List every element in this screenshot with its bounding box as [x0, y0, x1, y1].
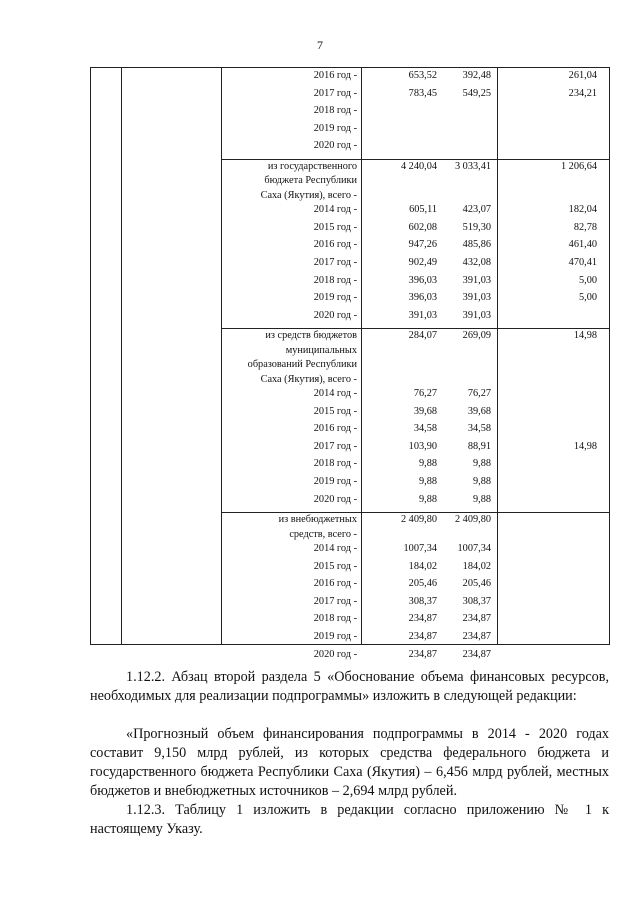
value-col2: 432,08: [462, 257, 491, 268]
heading-value-col2: 3 033,41: [454, 161, 491, 172]
value-col2: 39,68: [467, 405, 491, 417]
table-divider-4: [497, 68, 498, 644]
value-total: 783,45: [408, 87, 437, 99]
value-col2: 234,87: [462, 648, 491, 660]
paragraph-1-12-2: 1.12.2. Абзац второй раздела 5 «Обоснование объема финансовых ресурсов, необходимых для реализации подпрограммы» изложить в следующей редакции:: [90, 669, 609, 704]
year-label: 2017 год -: [313, 257, 357, 268]
value-total: 653,52: [408, 70, 437, 81]
value-total: 205,46: [408, 578, 437, 590]
value-col3: 470,41: [568, 257, 597, 268]
block-heading-line: из внебюджетных: [278, 514, 357, 526]
year-label: 2018 год -: [313, 105, 357, 117]
value-total: 9,88: [418, 493, 437, 505]
block-heading-line: из государственного: [267, 161, 357, 172]
block-heading-line: средств, всего -: [289, 528, 357, 540]
year-label: 2014 год -: [313, 204, 357, 216]
value-col2: 184,02: [462, 560, 491, 572]
year-label: 2016 год -: [313, 239, 357, 251]
value-col2: 76,27: [467, 388, 491, 399]
heading-value-total: 2 409,80: [400, 514, 437, 526]
value-col2: 391,03: [462, 292, 491, 304]
value-total: 902,49: [408, 257, 437, 268]
value-total: 308,37: [408, 595, 437, 607]
block-separator: [221, 159, 609, 160]
value-col2: 391,03: [462, 274, 491, 286]
value-col2: 391,03: [462, 309, 491, 321]
value-total: 9,88: [418, 458, 437, 470]
heading-value-total: 4 240,04: [400, 161, 437, 172]
block-heading-line: образований Республики: [247, 359, 357, 371]
value-col2: 34,58: [467, 423, 491, 435]
value-total: 602,08: [408, 221, 437, 233]
year-label: 2016 год -: [313, 70, 357, 81]
year-label: 2020 год -: [313, 140, 357, 152]
paragraph-1-12-3: 1.12.3. Таблицу 1 изложить в редакции согласно приложению № 1 к настоящему Указу.: [90, 802, 609, 837]
year-label: 2017 год -: [313, 595, 357, 607]
block-heading-line: бюджета Республики: [264, 175, 357, 187]
value-total: 103,90: [408, 440, 437, 452]
year-label: 2018 год -: [313, 458, 357, 470]
value-col3: 234,21: [568, 87, 597, 99]
value-total: 9,88: [418, 476, 437, 487]
block-heading-line: муниципальных: [285, 344, 357, 356]
year-label: 2018 год -: [313, 274, 357, 286]
value-total: 184,02: [408, 560, 437, 572]
value-col3: 461,40: [568, 239, 597, 251]
value-total: 605,11: [409, 204, 437, 216]
value-col2: 234,87: [462, 613, 491, 625]
block-heading-line: из средств бюджетов: [265, 330, 357, 342]
block-separator: [221, 512, 609, 513]
value-total: 39,68: [413, 405, 437, 417]
year-label: 2020 год -: [313, 309, 357, 321]
heading-value-col2: 269,09: [462, 330, 491, 342]
year-label: 2014 год -: [313, 543, 357, 554]
year-label: 2019 год -: [313, 476, 357, 487]
year-label: 2018 год -: [313, 613, 357, 625]
page-number: 7: [317, 38, 323, 52]
value-col2: 9,88: [472, 476, 491, 487]
value-col2: 9,88: [472, 458, 491, 470]
value-col2: 308,37: [462, 595, 491, 607]
value-total: 234,87: [408, 613, 437, 625]
year-label: 2017 год -: [313, 440, 357, 452]
value-total: 34,58: [413, 423, 437, 435]
year-label: 2015 год -: [313, 221, 357, 233]
value-total: 396,03: [408, 292, 437, 304]
year-label: 2019 год -: [313, 292, 357, 304]
value-col3: 14,98: [573, 440, 597, 452]
value-total: 234,87: [408, 648, 437, 660]
heading-value-col2: 2 409,80: [454, 514, 491, 526]
value-col2: 234,87: [462, 631, 491, 642]
value-col2: 9,88: [472, 493, 491, 505]
value-col2: 549,25: [462, 87, 491, 99]
block-heading-line: Саха (Якутия), всего -: [260, 373, 357, 385]
heading-value-col3: 1 206,64: [560, 161, 597, 172]
budget-table: [90, 67, 610, 660]
year-label: 2015 год -: [313, 405, 357, 417]
value-total: 396,03: [408, 274, 437, 286]
value-col3: 182,04: [568, 204, 597, 216]
heading-value-total: 284,07: [408, 330, 437, 342]
year-label: 2016 год -: [313, 578, 357, 590]
value-col2: 485,86: [462, 239, 491, 251]
value-col3: 5,00: [578, 274, 597, 286]
paragraph-forecast: «Прогнозный объем финансирования подпрограммы в 2014 - 2020 годах составит 9,150 млрд рублей, из которых средства федерального бюджета и государственного бюджета Республики Саха (Якутия) – 6,456 млрд рублей, местных бюджетов и внебюджетных источников – 2,694 млрд рублей.: [90, 726, 609, 799]
value-total: 234,87: [408, 631, 437, 642]
value-col3: 82,78: [573, 221, 597, 233]
block-separator: [221, 328, 609, 329]
year-label: 2016 год -: [313, 423, 357, 435]
value-col2: 423,07: [462, 204, 491, 216]
year-label: 2014 год -: [313, 388, 357, 399]
value-col2: 205,46: [462, 578, 491, 590]
value-col2: 1007,34: [457, 543, 491, 554]
table-divider-3: [361, 68, 362, 644]
table-divider-2: [221, 68, 222, 644]
year-label: 2019 год -: [313, 122, 357, 134]
heading-value-col3: 14,98: [573, 330, 597, 342]
value-col2: 392,48: [462, 70, 491, 81]
block-heading-line: Саха (Якутия), всего -: [260, 189, 357, 201]
year-label: 2019 год -: [313, 631, 357, 642]
table-divider-1: [121, 68, 122, 644]
value-total: 947,26: [408, 239, 437, 251]
value-col2: 88,91: [467, 440, 491, 452]
value-col2: 519,30: [462, 221, 491, 233]
value-total: 1007,34: [403, 543, 437, 554]
value-total: 76,27: [413, 388, 437, 399]
value-col3: 5,00: [578, 292, 597, 304]
year-label: 2020 год -: [313, 648, 357, 660]
value-total: 391,03: [408, 309, 437, 321]
year-label: 2020 год -: [313, 493, 357, 505]
value-col3: 261,04: [568, 70, 597, 81]
year-label: 2017 год -: [313, 87, 357, 99]
year-label: 2015 год -: [313, 560, 357, 572]
